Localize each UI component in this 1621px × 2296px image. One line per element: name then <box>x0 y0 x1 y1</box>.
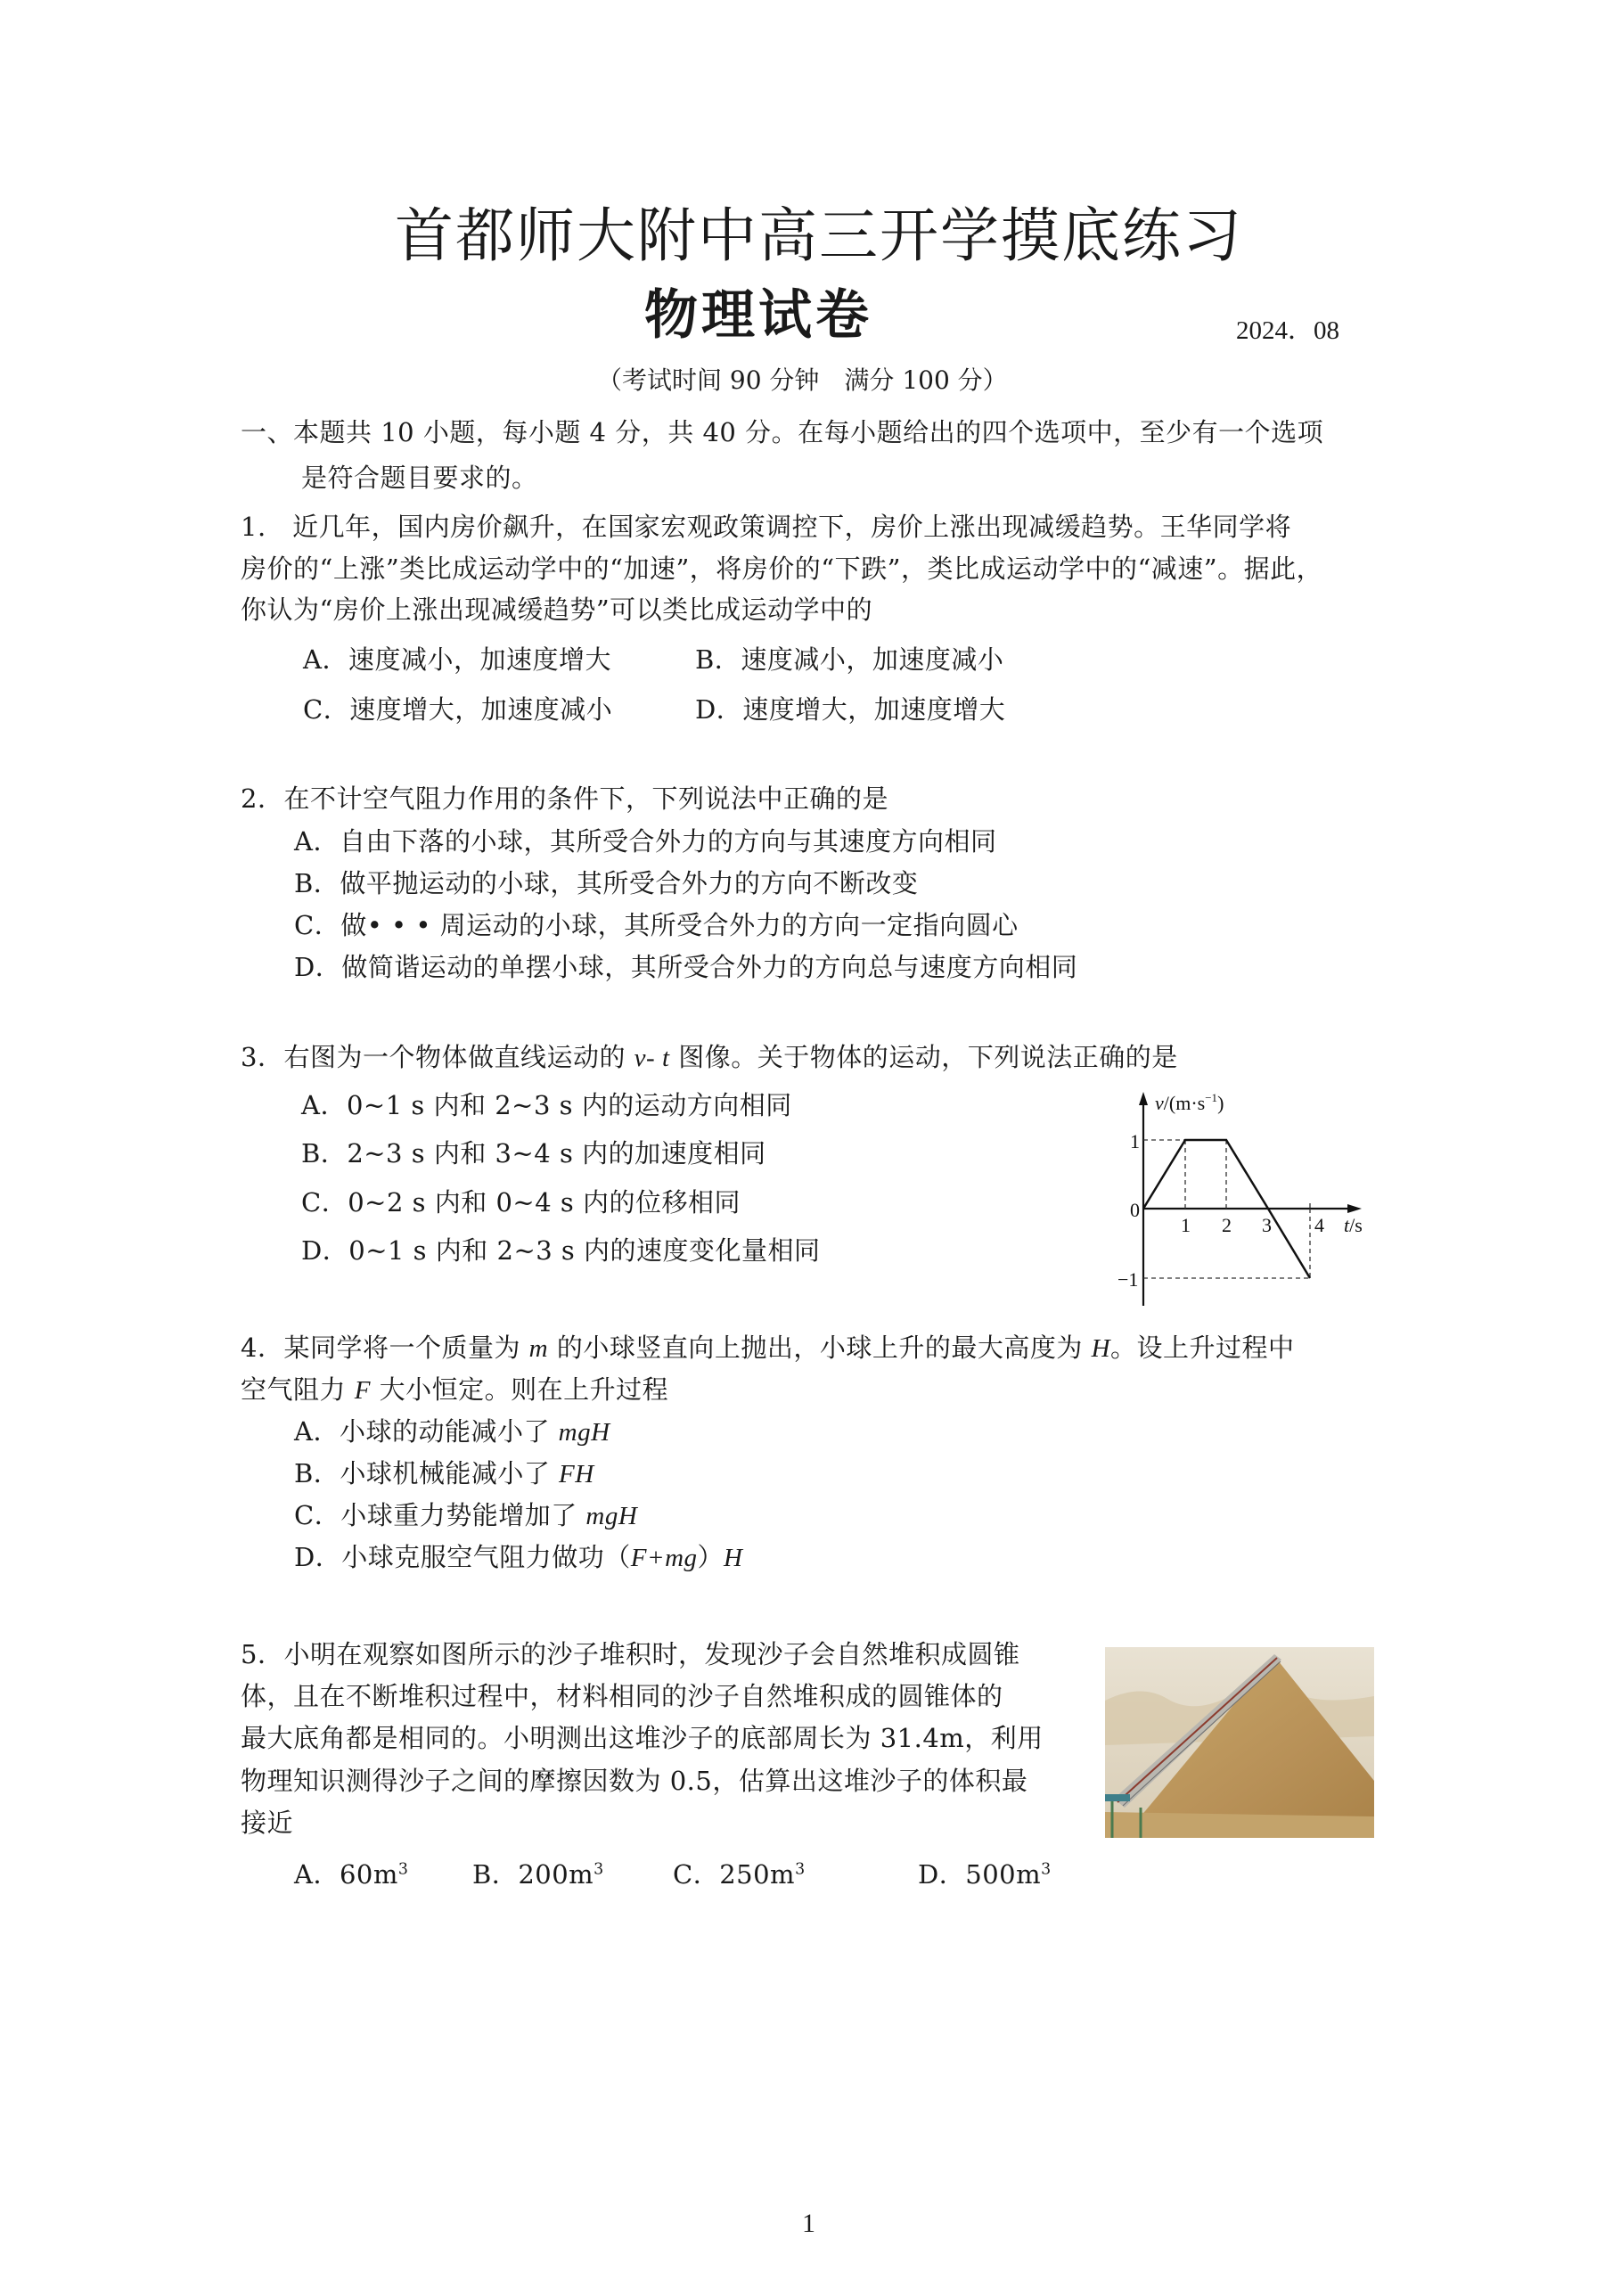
question-stem-line: 体，且在不断堆积过程中，材料相同的沙子自然堆积成的圆锥体的 <box>241 1681 1003 1711</box>
option-d: D．$500m^3$ <box>918 1859 1052 1890</box>
option-d: D．做简谐运动的单摆小球，其所受合外力的方向总与速度方向相同 <box>294 952 1078 982</box>
x-tick-2: 2 <box>1222 1214 1232 1236</box>
x-tick-4: 4 <box>1314 1214 1324 1236</box>
option-d: D．0~1 s 内和 2~3 s 内的速度变化量相同 <box>301 1235 821 1266</box>
y-tick-0: 0 <box>1130 1199 1140 1221</box>
question-stem-line: 接近 <box>241 1808 294 1838</box>
option-a: A．$60m^3$ <box>294 1859 409 1890</box>
option-b: B．2~3 s 内和 3~4 s 内的加速度相同 <box>301 1138 766 1168</box>
option-c: C．$250m^3$ <box>673 1859 806 1890</box>
exam-date: 2024．08 <box>1236 316 1340 345</box>
option-d: D．小球克服空气阻力做功（F+mg）H <box>294 1542 743 1572</box>
option-b: B．小球机械能减小了 FH <box>294 1458 594 1488</box>
x-tick-3: 3 <box>1262 1214 1272 1236</box>
sand-pile-photo <box>1105 1647 1374 1838</box>
option-c: C．0~2 s 内和 0~4 s 内的位移相同 <box>301 1187 741 1218</box>
option-a: A．0~1 s 内和 2~3 s 内的运动方向相同 <box>301 1090 792 1120</box>
x-tick-1: 1 <box>1181 1214 1191 1236</box>
document-title: 首都师大附中高三开学摸底练习 <box>395 201 1243 270</box>
option-a: A．小球的动能减小了 mgH <box>294 1416 610 1447</box>
y-tick-1: 1 <box>1130 1130 1140 1152</box>
question-stem-line: 2．在不计空气阻力作用的条件下，下列说法中正确的是 <box>241 783 888 814</box>
section-instructions-line1: 一、本题共 10 小题，每小题 4 分，共 40 分。在每小题给出的四个选项中，至少有一个选项 <box>241 417 1324 447</box>
option-a: A．自由下落的小球，其所受合外力的方向与其速度方向相同 <box>294 826 997 857</box>
option-c: C．做• • • 周运动的小球，其所受合外力的方向一定指向圆心 <box>294 910 1019 940</box>
x-axis-arrow-icon <box>1347 1204 1362 1213</box>
option-b: B．速度减小，加速度减小 <box>695 644 1004 675</box>
vt-graph <box>1105 1078 1408 1319</box>
section-instructions-line2: 是符合题目要求的。 <box>301 463 538 493</box>
question-stem-line: 空气阻力 F 大小恒定。则在上升过程 <box>241 1374 669 1405</box>
subject-title: 物理试卷 <box>644 284 872 347</box>
question-stem-line: 3．右图为一个物体做直线运动的 v- t 图像。关于物体的运动，下列说法正确的是 <box>241 1042 1178 1072</box>
x-axis-label: t/s <box>1344 1214 1363 1236</box>
y-axis-arrow-icon <box>1139 1092 1148 1105</box>
option-b: B．做平抛运动的小球，其所受合外力的方向不断改变 <box>294 868 919 898</box>
question-stem-line: 5．小明在观察如图所示的沙子堆积时，发现沙子会自然堆积成圆锥 <box>241 1639 1020 1669</box>
question-stem-line: 房价的“上涨”类比成运动学中的“加速”，将房价的“下跌”，类比成运动学中的“减速”。据此， <box>241 554 1323 584</box>
option-d: D．速度增大，加速度增大 <box>695 694 1006 725</box>
question-stem-line: 最大底角都是相同的。小明测出这堆沙子的底部周长为 31.4m，利用 <box>241 1723 1044 1753</box>
page-number: 1 <box>802 2209 815 2238</box>
question-stem-line: 物理知识测得沙子之间的摩擦因数为 0.5，估算出这堆沙子的体积最 <box>241 1766 1028 1796</box>
option-c: C．速度增大，加速度减小 <box>303 694 613 725</box>
y-tick-neg1: −1 <box>1118 1268 1139 1291</box>
exam-time-note: （考试时间 90 分钟 满分 100 分） <box>597 365 1008 395</box>
y-axis-label: $v/(m\cdot s^{-1})$ <box>1155 1091 1224 1114</box>
option-a: A．速度减小，加速度增大 <box>303 644 611 675</box>
option-c: C．小球重力势能增加了 mgH <box>294 1500 638 1530</box>
question-stem-line: 你认为“房价上涨出现减缓趋势”可以类比成运动学中的 <box>241 594 873 625</box>
question-stem-line: 1. 近几年，国内房价飙升，在国家宏观政策调控下，房价上涨出现减缓趋势。王华同学将 <box>241 512 1292 542</box>
option-b: B．$200m^3$ <box>472 1859 604 1890</box>
question-stem-line: 4．某同学将一个质量为 m 的小球竖直向上抛出，小球上升的最大高度为 H。设上升过程中 <box>241 1332 1295 1363</box>
